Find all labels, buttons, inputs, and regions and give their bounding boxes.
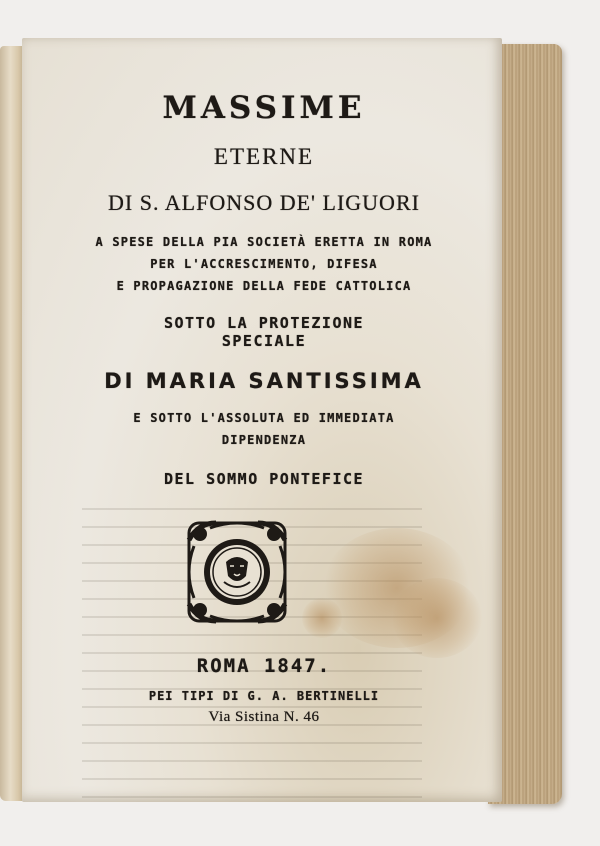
sponsor-line-3: E PROPAGAZIONE DELLA FEDE CATTOLICA — [116, 279, 412, 293]
sponsor-line-1: A SPESE DELLA PIA SOCIETÀ ERETTA IN ROMA — [95, 235, 433, 249]
imprint-printer: PEI TIPI DI G. A. BERTINELLI — [148, 689, 380, 703]
antique-book — [0, 38, 562, 808]
author-line: DI S. ALFONSO DE' LIGUORI — [108, 190, 420, 215]
foxing-stain — [392, 578, 482, 658]
maria-line: DI MARIA SANTISSIMA — [104, 369, 424, 393]
title-page — [22, 38, 502, 802]
protection-line-2: SPECIALE — [221, 332, 307, 350]
dependence-line-2: DIPENDENZA — [221, 433, 307, 447]
dependence-line-1: E SOTTO L'ASSOLUTA ED IMMEDIATA — [133, 411, 395, 425]
pontiff-line: DEL SOMMO PONTEFICE — [163, 470, 365, 488]
imprint-place-date: ROMA 1847. — [196, 655, 332, 677]
foxing-stain — [302, 598, 342, 638]
imprint-address: Via Sistina N. 46 — [208, 709, 320, 725]
title-second: ETERNE — [213, 144, 315, 169]
printer-device-icon — [186, 520, 288, 624]
title-main: MASSIME — [162, 90, 366, 126]
sponsor-line-2: PER L'ACCRESCIMENTO, DIFESA — [150, 257, 378, 271]
protection-line-1: SOTTO LA PROTEZIONE — [163, 314, 365, 332]
